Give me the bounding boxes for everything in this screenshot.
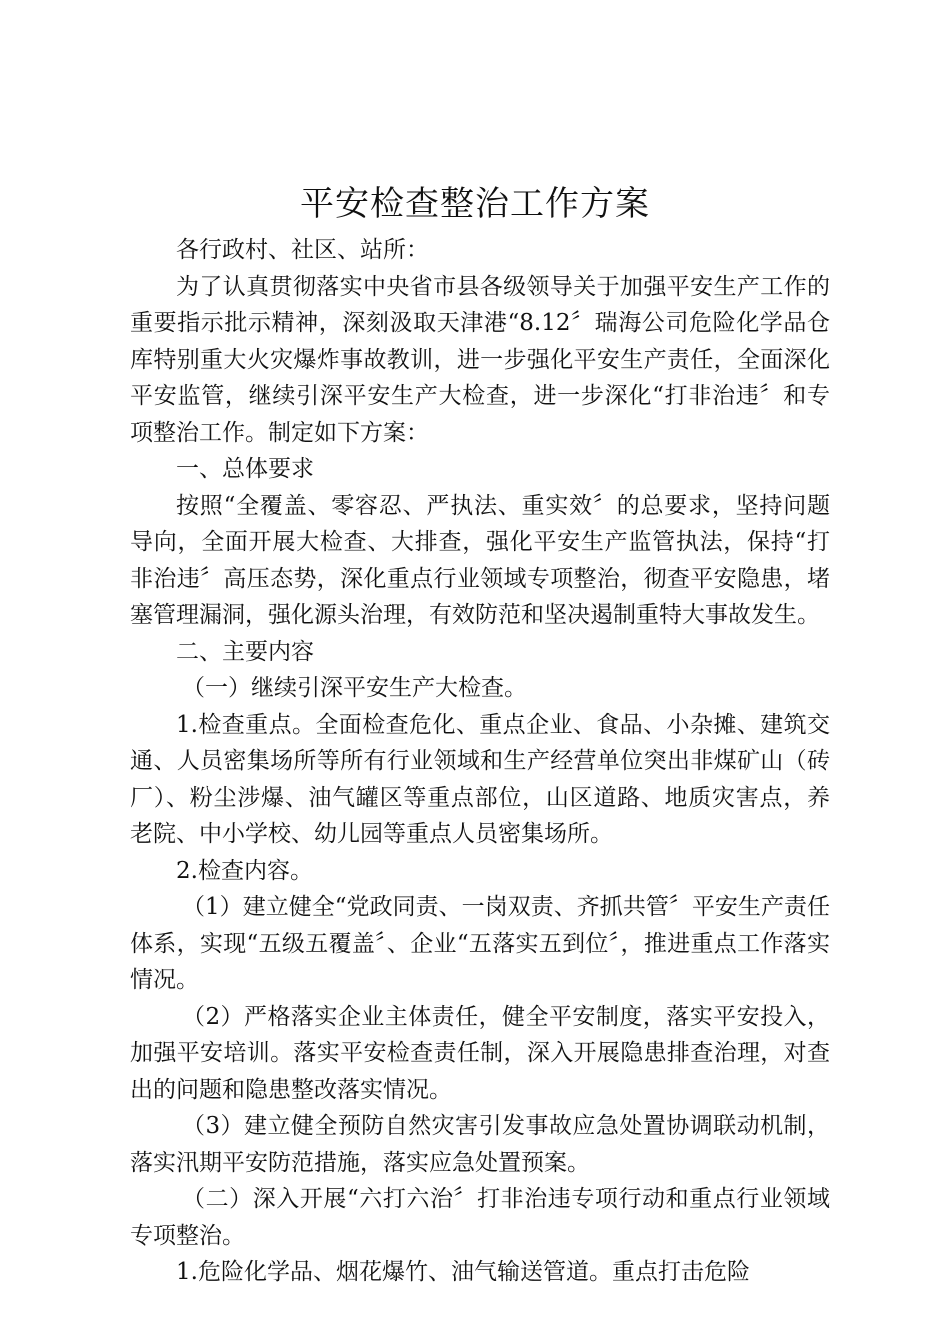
intro-paragraph: 为了认真贯彻落实中央省市县各级领导关于加强平安生产工作的重要指示批示精神，深刻汲取天津港“8.12〞瑞海公司危险化学品仓库特别重大火灾爆炸事故教训，进一步强化平安生产责任，全面深化平安监管，继续引深平安生产大检查，进一步深化“打非治违〞和专项整治工作。制定如下方案： — [130, 273, 830, 446]
subsection-heading-1: （一）继续引深平安生产大检查。 — [182, 675, 527, 701]
document-title: 平安检查整治工作方案 — [300, 184, 650, 224]
content-item-2: （2）严格落实企业主体责任，健全平安制度，落实平安投入，加强平安培训。落实平安检查责任制，深入开展隐患排查治理，对查出的问题和隐患整改落实情况。 — [130, 1003, 830, 1103]
inspection-content-heading: 2.检查内容。 — [176, 857, 313, 884]
content-item-3: （3）建立健全预防自然灾害引发事故应急处置协调联动机制，落实汛期平安防范措施，落实应急处置预案。 — [130, 1113, 830, 1176]
hazardous-chemicals-paragraph: 1.危险化学品、烟花爆竹、油气输送管道。重点打击危险 — [176, 1259, 750, 1285]
general-requirements-paragraph: 按照“全覆盖、零容忍、严执法、重实效〞的总要求，坚持问题导向，全面开展大检查、大排查，强化平安生产监管执法，保持“打非治违〞高压态势，深化重点行业领域专项整治，彻查平安隐患，堵塞管理漏洞，强化源头治理，有效防范和坚决遏制重特大事故发生。 — [130, 492, 830, 628]
salutation: 各行政村、社区、站所： — [176, 237, 429, 263]
section-heading-2: 二、主要内容 — [176, 638, 314, 665]
subsection-heading-2: （二）深入开展“六打六治〞打非治违专项行动和重点行业领域专项整治。 — [130, 1186, 830, 1249]
content-item-1: （1）建立健全“党政同责、一岗双责、齐抓共管〞平安生产责任体系，实现“五级五覆盖〞、企业“五落实五到位〞，推进重点工作落实情况。 — [130, 894, 830, 993]
document-body — [130, 232, 830, 1291]
section-heading-1: 一、总体要求 — [176, 456, 314, 482]
inspection-focus-paragraph: 1.检查重点。全面检查危化、重点企业、食品、小杂摊、建筑交通、人员密集场所等所有行业领域和生产经营单位突出非煤矿山（砖厂）、粉尘涉爆、油气罐区等重点部位，山区道路、地质灾害点，养老院、中小学校、幼儿园等重点人员密集场所。 — [130, 711, 830, 847]
